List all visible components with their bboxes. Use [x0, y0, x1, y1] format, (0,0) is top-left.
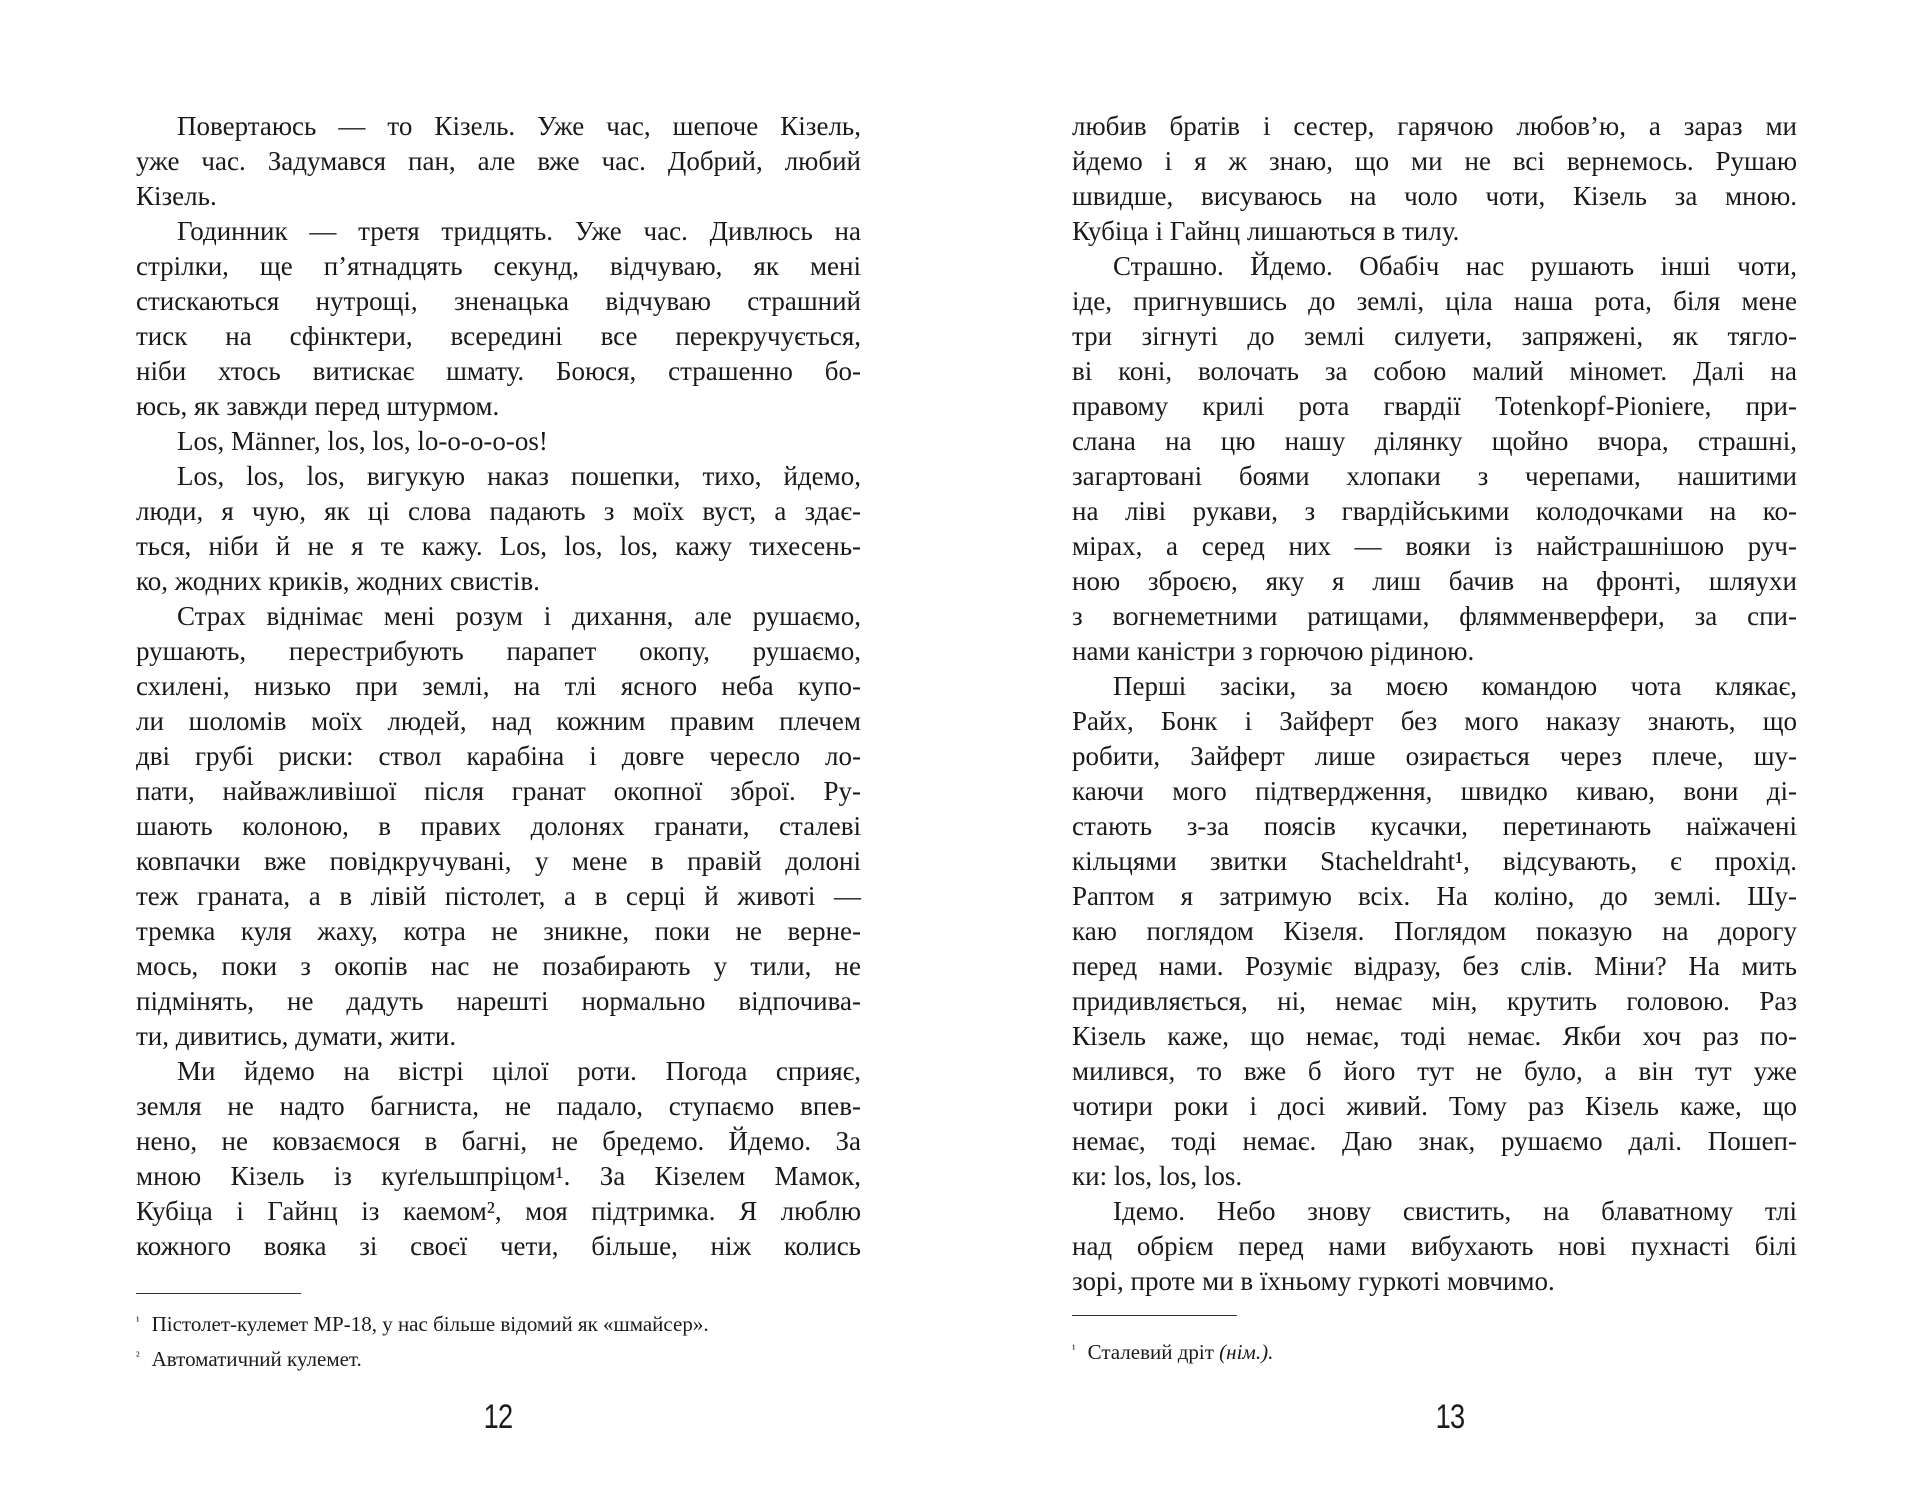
text-line: стрілки, ще п’ятнадцять секунд, відчуваю, як мені	[136, 251, 861, 281]
text-line: каючи мого підтвердження, швидко киваю, вони ді-	[1072, 776, 1797, 806]
text-line: придивляється, ні, немає мін, крутить головою. Раз	[1072, 986, 1797, 1016]
text-line: підмінять, не дадуть нарешті нормально відпочива-	[136, 986, 861, 1016]
footnote-divider	[136, 1293, 301, 1294]
text-line: зорі, проте ми в їхньому гуркоті мовчимо.	[1072, 1266, 1555, 1296]
text-line: стають з-за поясів кусачки, перетинають наїжачені	[1072, 811, 1797, 841]
text-line: ться, ніби й не я те кажу. Los, los, los, кажу тихесень-	[136, 531, 861, 561]
text-line: Перші засіки, за моєю командою чота клякає,	[1113, 671, 1797, 701]
text-line: з вогнеметними ратищами, флямменверфери, за спи-	[1072, 601, 1797, 631]
text-line: схилені, низько при землі, на тлі ясного неба купо-	[136, 671, 861, 701]
right-page-text	[1072, 109, 1797, 1299]
text-line: шають колоною, в правих долонях гранати, сталеві	[136, 811, 861, 841]
text-line: Кубіца і Гайнц із каемом², моя підтримка. Я люблю	[136, 1196, 861, 1226]
text-line: нами каністри з горючою рідиною.	[1072, 636, 1475, 666]
text-line: тремка куля жаху, котра не зникне, поки не верне-	[136, 916, 861, 946]
page-number: 12	[483, 1398, 513, 1436]
text-line: пати, найважливішої після гранат окопної зброї. Ру-	[136, 776, 861, 806]
text-line: Райх, Бонк і Зайферт без мого наказу знають, що	[1072, 706, 1797, 736]
text-line: любив братів і сестер, гарячою любов’ю, а зараз ми	[1072, 111, 1797, 141]
text-line: йдемо і я ж знаю, що ми не всі вернемось. Рушаю	[1072, 146, 1797, 176]
text-line: ки: los, los, los.	[1072, 1161, 1243, 1191]
text-line: мось, поки з окопів нас не позабирають у тили, не	[136, 951, 861, 981]
text-line: юсь, як завжди перед штурмом.	[136, 391, 500, 421]
footnote-text: Сталевий дріт	[1087, 1340, 1214, 1364]
text-line: перед нами. Розуміє відразу, без слів. Міни? На мить	[1072, 951, 1797, 981]
text-line: Los, los, los, вигукую наказ пошепки, тихо, йдемо,	[177, 461, 861, 491]
text-line: Повертаюсь — то Кізель. Уже час, шепоче Кізель,	[177, 111, 861, 141]
text-line: мірах, а серед них — вояки із найстрашнішою руч-	[1072, 531, 1797, 561]
footnote-text: Автоматичний кулемет.	[151, 1347, 362, 1371]
text-line: уже час. Задумався пан, але вже час. Добрий, любий	[136, 146, 861, 176]
right-page	[1072, 0, 1797, 1500]
text-line: ві коні, волочать за собою малий міномет. Далі на	[1072, 356, 1797, 386]
text-line: дві грубі риски: ствол карабіна і довге чересло ло-	[136, 741, 861, 771]
text-line: Ми йдемо на вістрі цілої роти. Погода сприяє,	[177, 1056, 861, 1086]
text-line: немає, тоді немає. Даю знак, рушаємо далі. Пошеп-	[1072, 1126, 1797, 1156]
text-line: Страшно. Йдемо. Обабіч нас рушають інші чоти,	[1113, 251, 1797, 281]
text-line: Ідемо. Небо знову свистить, на блаватному тлі	[1113, 1196, 1797, 1226]
footnote	[136, 1305, 861, 1340]
text-line: каю поглядом Кізеля. Поглядом показую на дорогу	[1072, 916, 1797, 946]
text-line: ною зброєю, яку я лиш бачив на фронті, шляухи	[1072, 566, 1797, 596]
text-line: рушають, перестрибують парапет окопу, рушаємо,	[136, 636, 861, 666]
text-line: нено, не ковзаємося в багні, не бредемо. Йдемо. За	[136, 1126, 861, 1156]
text-line: робити, Зайферт лише озирається через плече, шу-	[1072, 741, 1797, 771]
left-page-text	[136, 109, 861, 1264]
text-line: милився, то вже б його тут не було, а він тут уже	[1072, 1056, 1797, 1086]
text-line: мною Кізель із куґельшпріцом¹. За Кізелем Мамок,	[136, 1161, 861, 1191]
text-line: Кізель каже, що немає, тоді немає. Якби хоч раз по-	[1072, 1021, 1797, 1051]
footnote-mark: ¹	[1072, 1342, 1076, 1356]
footnote	[136, 1340, 861, 1375]
text-line: земля не надто багниста, не падало, ступаємо впев-	[136, 1091, 861, 1121]
footnote-language-note: (нім.).	[1219, 1340, 1274, 1364]
text-line: ніби хтось витискає шмату. Боюся, страшенно бо-	[136, 356, 861, 386]
text-line: тиск на сфінктери, всередині все перекручується,	[136, 321, 861, 351]
footnotes	[136, 1305, 861, 1375]
text-line: Страх віднімає мені розум і дихання, але рушаємо,	[177, 601, 861, 631]
text-line: правому крилі рота гвардії Totenkopf-Pioniere, при-	[1072, 391, 1797, 421]
footnote-text: Пістолет-кулемет MP-18, у нас більше відомий як «шмайсер».	[151, 1312, 709, 1336]
text-line: Кізель.	[136, 181, 217, 211]
footnote-mark: ²	[136, 1349, 140, 1363]
text-line: загартовані боями хлопаки з черепами, нашитими	[1072, 461, 1797, 491]
text-line: стискаються нутрощі, зненацька відчуваю страшний	[136, 286, 861, 316]
footnotes	[1072, 1333, 1797, 1368]
text-line: над обрієм перед нами вибухають нові пухнасті білі	[1072, 1231, 1797, 1261]
text-line: слана на цю нашу ділянку щойно вчора, страшні,	[1072, 426, 1797, 456]
footnote-divider	[1072, 1315, 1237, 1316]
text-line: теж граната, а в лівій пістолет, а в серці й животі —	[136, 881, 861, 911]
text-line: люди, я чую, як ці слова падають з моїх вуст, а здає-	[136, 496, 861, 526]
text-line: кожного вояка зі своєї чети, більше, ніж колись	[136, 1231, 861, 1261]
text-line: Los, Männer, los, los, lo-o-o-o-os!	[177, 426, 548, 456]
text-line: Раптом я затримую всіх. На коліно, до землі. Шу-	[1072, 881, 1797, 911]
text-line: ли шоломів моїх людей, над кожним правим плечем	[136, 706, 861, 736]
footnote	[1072, 1333, 1797, 1368]
text-line: Кубіца і Гайнц лишаються в тилу.	[1072, 216, 1460, 246]
text-line: ко, жодних криків, жодних свистів.	[136, 566, 540, 596]
text-line: кільцями звитки Stacheldraht¹, відсувають, є прохід.	[1072, 846, 1797, 876]
text-line: чотири роки і досі живий. Тому раз Кізель каже, що	[1072, 1091, 1797, 1121]
page-number: 13	[1435, 1398, 1465, 1436]
text-line: ковпачки вже повідкручувані, у мене в правій долоні	[136, 846, 861, 876]
text-line: іде, пригнувшись до землі, ціла наша рота, біля мене	[1072, 286, 1797, 316]
left-page	[136, 0, 861, 1500]
text-line: швидше, висуваюсь на чоло чоти, Кізель за мною.	[1072, 181, 1797, 211]
text-line: ти, дивитись, думати, жити.	[136, 1021, 457, 1051]
text-line: на ліві рукави, з гвардійськими колодочками на ко-	[1072, 496, 1797, 526]
text-line: три зігнуті до землі силуети, запряжені, як тягло-	[1072, 321, 1797, 351]
text-line: Годинник — третя тридцять. Уже час. Дивлюсь на	[177, 216, 861, 246]
footnote-mark: ¹	[136, 1314, 140, 1328]
